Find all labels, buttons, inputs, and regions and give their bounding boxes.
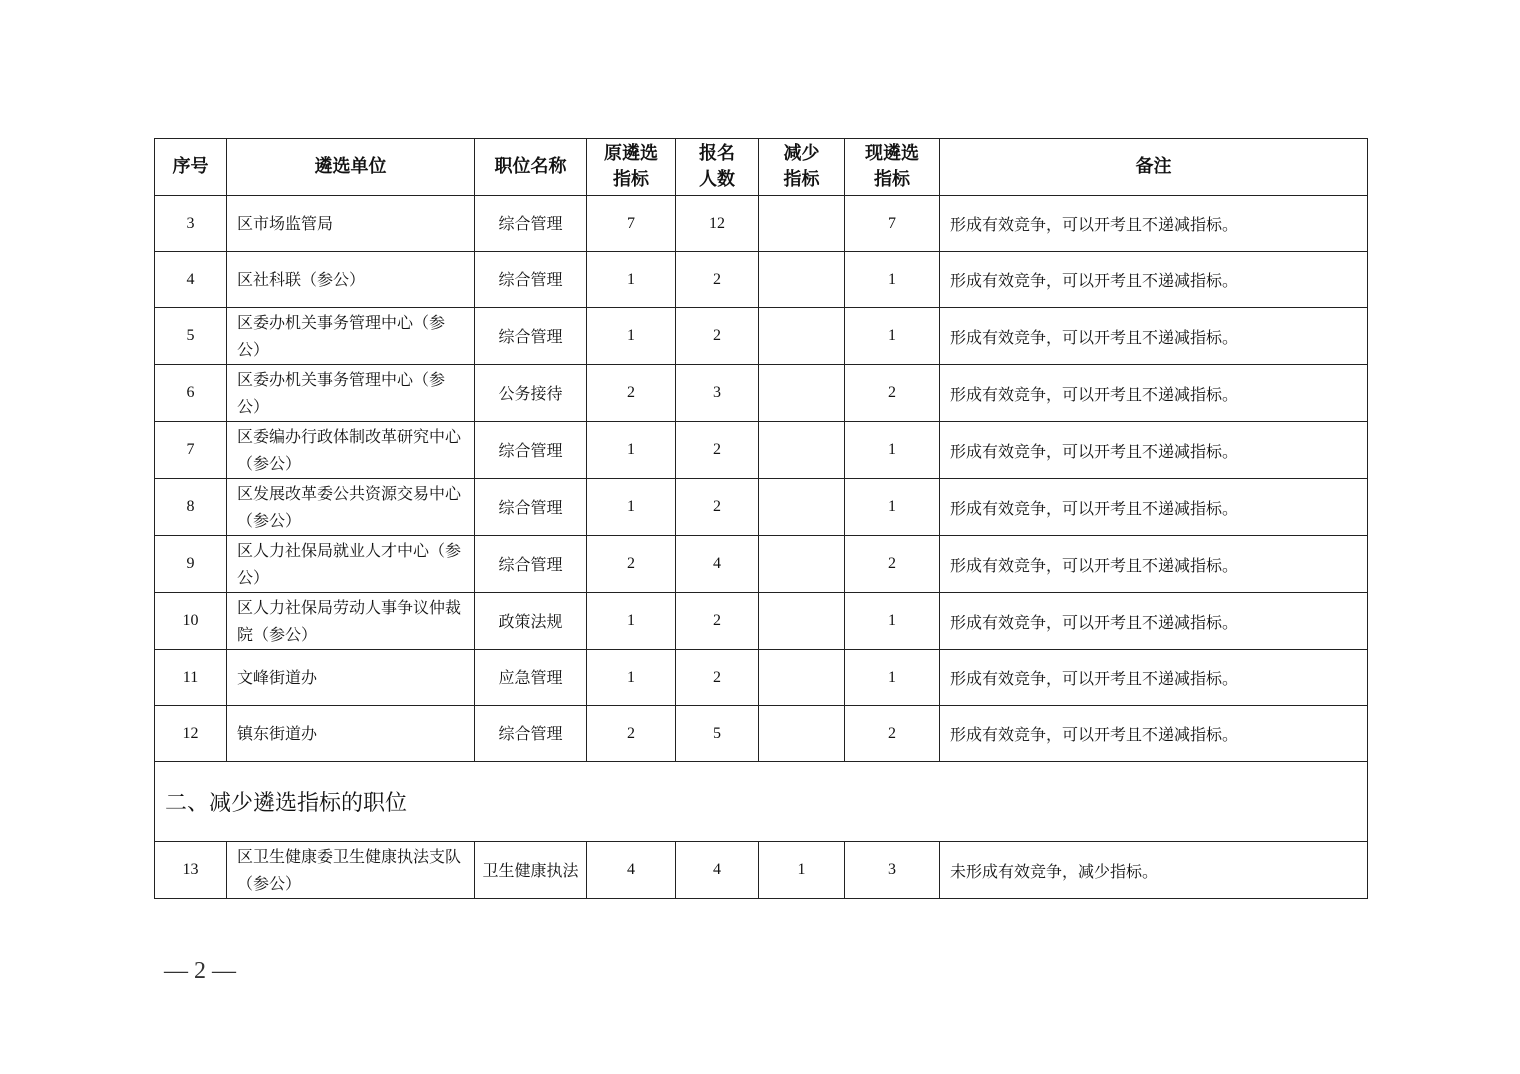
header-reduce-line1: 减少 [783, 143, 820, 164]
cell-remark: 形成有效竞争，可以开考且不递减指标。 [940, 479, 1368, 536]
cell-seq: 5 [155, 308, 227, 365]
cell-original: 7 [587, 196, 676, 252]
cell-unit: 镇东街道办 [227, 706, 475, 762]
cell-seq: 6 [155, 365, 227, 422]
table-row [155, 252, 1368, 308]
cell-unit: 区人力社保局就业人才中心（参公） [227, 536, 475, 593]
cell-seq: 10 [155, 593, 227, 650]
cell-current: 3 [845, 842, 940, 899]
header-applicants-line2: 人数 [699, 169, 735, 190]
table-row [155, 650, 1368, 706]
cell-position: 综合管理 [475, 536, 587, 593]
cell-position: 综合管理 [475, 422, 587, 479]
cell-original: 4 [587, 842, 676, 899]
cell-remark: 形成有效竞争，可以开考且不递减指标。 [940, 422, 1368, 479]
cell-reduce [759, 706, 845, 762]
section-title: 二、减少遴选指标的职位 [155, 762, 1368, 842]
table-row [155, 706, 1368, 762]
cell-reduce [759, 365, 845, 422]
table-row [155, 308, 1368, 365]
header-current-line2: 指标 [874, 169, 910, 190]
cell-seq: 8 [155, 479, 227, 536]
header-applicants-line1: 报名 [699, 143, 735, 164]
cell-original: 1 [587, 422, 676, 479]
cell-position: 综合管理 [475, 308, 587, 365]
cell-remark: 形成有效竞争，可以开考且不递减指标。 [940, 706, 1368, 762]
cell-applicants: 4 [676, 536, 759, 593]
table-row [155, 196, 1368, 252]
cell-seq: 3 [155, 196, 227, 252]
cell-current: 1 [845, 650, 940, 706]
cell-seq: 12 [155, 706, 227, 762]
header-remark: 备注 [940, 139, 1368, 196]
cell-reduce [759, 479, 845, 536]
header-original-line1: 原遴选 [604, 143, 658, 164]
section-row [155, 762, 1368, 842]
header-current-line1: 现遴选 [865, 143, 919, 164]
cell-applicants: 2 [676, 252, 759, 308]
cell-reduce [759, 308, 845, 365]
cell-original: 1 [587, 479, 676, 536]
cell-current: 2 [845, 365, 940, 422]
cell-reduce [759, 650, 845, 706]
cell-seq: 7 [155, 422, 227, 479]
cell-original: 2 [587, 536, 676, 593]
table-row [155, 536, 1368, 593]
cell-applicants: 4 [676, 842, 759, 899]
cell-current: 1 [845, 308, 940, 365]
cell-remark: 形成有效竞争，可以开考且不递减指标。 [940, 536, 1368, 593]
cell-unit: 区人力社保局劳动人事争议仲裁院（参公） [227, 593, 475, 650]
cell-current: 2 [845, 536, 940, 593]
cell-current: 1 [845, 593, 940, 650]
header-unit: 遴选单位 [227, 139, 475, 196]
header-row [155, 139, 1368, 196]
cell-applicants: 2 [676, 422, 759, 479]
cell-applicants: 12 [676, 196, 759, 252]
cell-reduce [759, 196, 845, 252]
cell-unit: 区委办机关事务管理中心（参公） [227, 308, 475, 365]
header-current [845, 139, 940, 196]
cell-reduce: 1 [759, 842, 845, 899]
cell-applicants: 3 [676, 365, 759, 422]
page-number: — 2 — [164, 958, 236, 984]
cell-remark: 未形成有效竞争，减少指标。 [940, 842, 1368, 899]
cell-remark: 形成有效竞争，可以开考且不递减指标。 [940, 593, 1368, 650]
header-original-line2: 指标 [613, 169, 649, 190]
cell-original: 1 [587, 308, 676, 365]
cell-applicants: 5 [676, 706, 759, 762]
cell-reduce [759, 536, 845, 593]
cell-position: 卫生健康执法 [475, 842, 587, 899]
cell-original: 2 [587, 706, 676, 762]
cell-seq: 4 [155, 252, 227, 308]
cell-unit: 区卫生健康委卫生健康执法支队（参公） [227, 842, 475, 899]
cell-unit: 区委编办行政体制改革研究中心（参公） [227, 422, 475, 479]
header-reduce-line2: 指标 [783, 169, 820, 190]
cell-seq: 13 [155, 842, 227, 899]
cell-position: 公务接待 [475, 365, 587, 422]
cell-unit: 区市场监管局 [227, 196, 475, 252]
cell-current: 1 [845, 422, 940, 479]
header-seq: 序号 [155, 139, 227, 196]
cell-current: 1 [845, 252, 940, 308]
cell-current: 2 [845, 706, 940, 762]
header-reduce [759, 139, 845, 196]
cell-position: 应急管理 [475, 650, 587, 706]
cell-unit: 文峰街道办 [227, 650, 475, 706]
cell-applicants: 2 [676, 593, 759, 650]
cell-unit: 区发展改革委公共资源交易中心（参公） [227, 479, 475, 536]
cell-position: 政策法规 [475, 593, 587, 650]
header-position: 职位名称 [475, 139, 587, 196]
cell-applicants: 2 [676, 308, 759, 365]
cell-seq: 9 [155, 536, 227, 593]
cell-applicants: 2 [676, 479, 759, 536]
cell-unit: 区委办机关事务管理中心（参公） [227, 365, 475, 422]
header-original [587, 139, 676, 196]
cell-reduce [759, 422, 845, 479]
cell-seq: 11 [155, 650, 227, 706]
header-applicants [676, 139, 759, 196]
table-row [155, 422, 1368, 479]
table-row [155, 842, 1368, 899]
cell-original: 2 [587, 365, 676, 422]
table-row [155, 593, 1368, 650]
selection-table [154, 138, 1368, 899]
cell-position: 综合管理 [475, 252, 587, 308]
cell-original: 1 [587, 252, 676, 308]
table-row [155, 479, 1368, 536]
cell-position: 综合管理 [475, 479, 587, 536]
cell-reduce [759, 593, 845, 650]
cell-remark: 形成有效竞争，可以开考且不递减指标。 [940, 365, 1368, 422]
cell-position: 综合管理 [475, 706, 587, 762]
cell-original: 1 [587, 650, 676, 706]
cell-original: 1 [587, 593, 676, 650]
cell-remark: 形成有效竞争，可以开考且不递减指标。 [940, 308, 1368, 365]
cell-reduce [759, 252, 845, 308]
table-row [155, 365, 1368, 422]
cell-unit: 区社科联（参公） [227, 252, 475, 308]
cell-current: 1 [845, 479, 940, 536]
cell-remark: 形成有效竞争，可以开考且不递减指标。 [940, 650, 1368, 706]
cell-remark: 形成有效竞争，可以开考且不递减指标。 [940, 196, 1368, 252]
cell-applicants: 2 [676, 650, 759, 706]
cell-current: 7 [845, 196, 940, 252]
cell-remark: 形成有效竞争，可以开考且不递减指标。 [940, 252, 1368, 308]
cell-position: 综合管理 [475, 196, 587, 252]
